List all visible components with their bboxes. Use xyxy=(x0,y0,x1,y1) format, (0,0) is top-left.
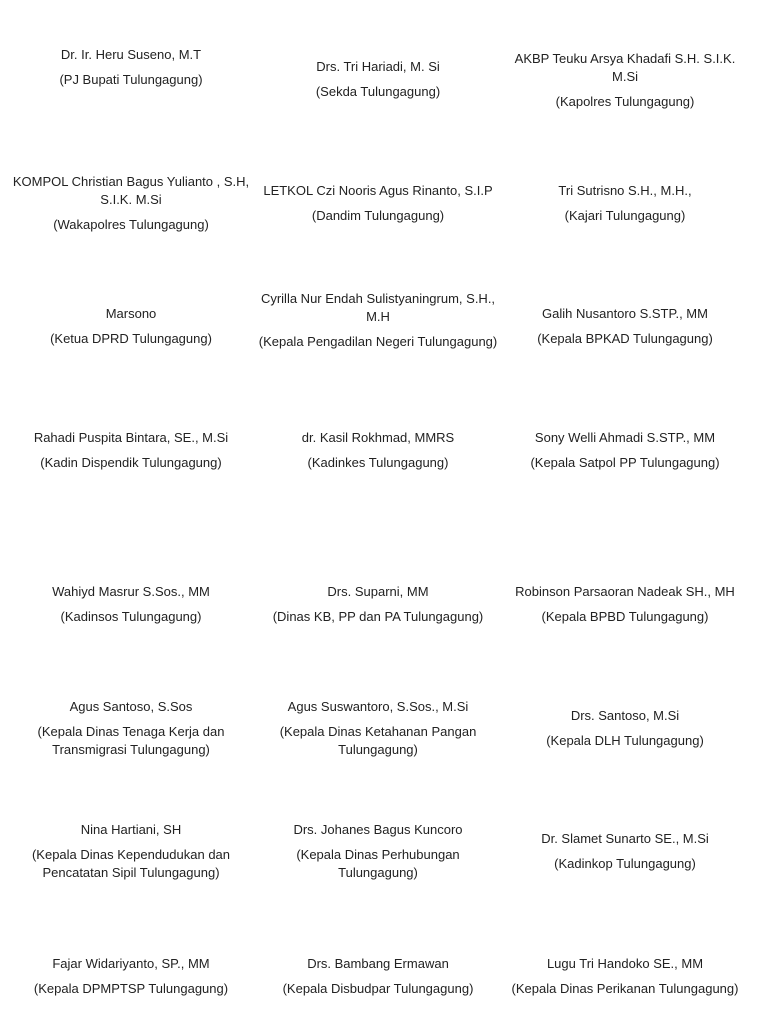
official-name: Marsono xyxy=(105,306,157,321)
official-name: Drs. Tri Hariadi, M. Si xyxy=(316,59,440,74)
official-name: Drs. Santoso, M.Si xyxy=(570,708,680,723)
official-entry xyxy=(11,698,251,759)
official-name: Drs. Bambang Ermawan xyxy=(307,956,449,971)
official-entry xyxy=(258,290,498,351)
official-entry xyxy=(505,583,745,626)
official-name: Cyrilla Nur Endah Sulistyaningrum, S.H., M.H xyxy=(260,291,496,324)
official-name: Rahadi Puspita Bintara, SE., M.Si xyxy=(33,430,229,445)
official-role: (Dinas KB, PP dan PA Tulungagung) xyxy=(272,609,484,624)
official-role: (Kepala BPKAD Tulungagung) xyxy=(537,331,713,346)
official-entry xyxy=(258,583,498,626)
official-name: Sony Welli Ahmadi S.STP., MM xyxy=(534,430,716,445)
official-entry xyxy=(505,50,745,111)
official-entry xyxy=(11,429,251,472)
official-entry xyxy=(505,429,745,472)
official-role: (Kepala Dinas Tenaga Kerja dan Transmigrasi Tulungagung) xyxy=(37,724,225,757)
official-name: Drs. Suparni, MM xyxy=(327,584,429,599)
official-entry xyxy=(11,955,251,998)
official-role: (Dandim Tulungagung) xyxy=(311,208,445,223)
official-name: Lugu Tri Handoko SE., MM xyxy=(546,956,704,971)
official-entry xyxy=(505,305,745,348)
official-role: (Kepala Dinas Perikanan Tulungagung) xyxy=(511,981,739,996)
official-name: Galih Nusantoro S.STP., MM xyxy=(542,306,708,321)
official-name: Agus Santoso, S.Sos xyxy=(69,699,193,714)
official-entry xyxy=(11,173,251,234)
official-role: (Kadinkes Tulungagung) xyxy=(307,455,449,470)
official-role: (Kadinkop Tulungagung) xyxy=(554,856,696,871)
official-entry xyxy=(505,707,745,750)
official-entry xyxy=(258,58,498,101)
official-role: (Kapolres Tulungagung) xyxy=(555,94,695,109)
official-entry xyxy=(11,305,251,348)
official-role: (Kepala DLH Tulungagung) xyxy=(546,733,704,748)
official-role: (Kadinsos Tulungagung) xyxy=(60,609,202,624)
official-name: Fajar Widariyanto, SP., MM xyxy=(52,956,210,971)
official-entry xyxy=(11,821,251,882)
official-entry xyxy=(258,955,498,998)
official-role: (Wakapolres Tulungagung) xyxy=(53,217,209,232)
official-entry xyxy=(258,821,498,882)
official-name: dr. Kasil Rokhmad, MMRS xyxy=(301,430,455,445)
official-name: AKBP Teuku Arsya Khadafi S.H. S.I.K. M.Si xyxy=(514,51,736,84)
official-role: (Sekda Tulungagung) xyxy=(315,84,441,99)
official-entry xyxy=(505,955,745,998)
official-entry xyxy=(505,182,745,225)
official-name: Drs. Johanes Bagus Kuncoro xyxy=(293,822,463,837)
official-entry xyxy=(505,830,745,873)
official-role: (Kepala DPMPTSP Tulungagung) xyxy=(33,981,229,996)
official-entry xyxy=(11,46,251,89)
official-role: (Kepala Pengadilan Negeri Tulungagung) xyxy=(258,334,498,349)
official-role: (Kajari Tulungagung) xyxy=(564,208,686,223)
official-entry xyxy=(258,182,498,225)
official-entry xyxy=(11,583,251,626)
official-role: (Kepala Dinas Ketahanan Pangan Tulungagung) xyxy=(279,724,477,757)
official-role: (PJ Bupati Tulungagung) xyxy=(59,72,203,87)
official-role: (Kepala Dinas Kependudukan dan Pencatatan Sipil Tulungagung) xyxy=(31,847,231,880)
official-name: Robinson Parsaoran Nadeak SH., MH xyxy=(515,584,735,599)
official-name: Dr. Ir. Heru Suseno, M.T xyxy=(60,47,202,62)
official-name: LETKOL Czi Nooris Agus Rinanto, S.I.P xyxy=(263,183,493,198)
official-role: (Kepala Satpol PP Tulungagung) xyxy=(530,455,720,470)
official-role: (Kepala Disbudpar Tulungagung) xyxy=(282,981,474,996)
official-role: (Ketua DPRD Tulungagung) xyxy=(50,331,212,346)
official-role: (Kadin Dispendik Tulungagung) xyxy=(40,455,222,470)
official-entry xyxy=(258,429,498,472)
official-role: (Kepala BPBD Tulungagung) xyxy=(541,609,709,624)
official-name: Wahiyd Masrur S.Sos., MM xyxy=(52,584,210,599)
official-name: Nina Hartiani, SH xyxy=(80,822,182,837)
official-name: Dr. Slamet Sunarto SE., M.Si xyxy=(541,831,709,846)
official-name: KOMPOL Christian Bagus Yulianto , S.H, S.I.K. M.Si xyxy=(12,174,250,207)
official-role: (Kepala Dinas Perhubungan Tulungagung) xyxy=(296,847,460,880)
official-name: Tri Sutrisno S.H., M.H., xyxy=(558,183,692,198)
official-entry xyxy=(258,698,498,759)
official-name: Agus Suswantoro, S.Sos., M.Si xyxy=(287,699,469,714)
